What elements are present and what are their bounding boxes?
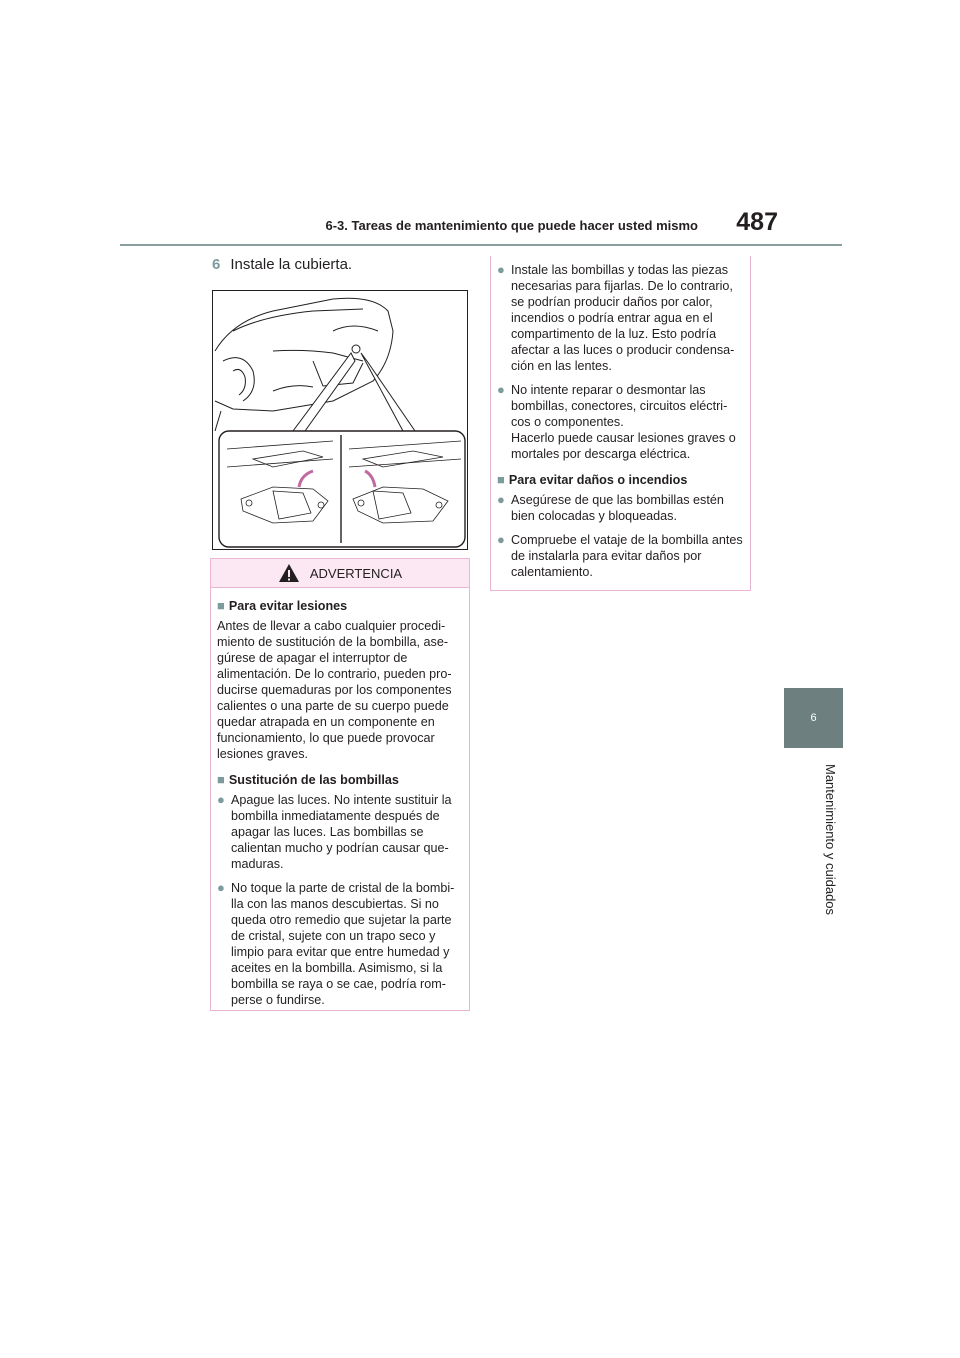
step-instruction — [212, 256, 352, 273]
warning-header — [211, 559, 469, 588]
rear-cover-illustration — [212, 290, 468, 550]
section-paragraph: Antes de llevar a cabo cualquier procedi-miento de sustitución de la bombilla, ase-gúrese de apagar el interruptor de alimentación. De lo contrario, pueden pro-ducirse quemaduras por los componentes calientes o una parte de su cuerpo puede quedar atrapada en un componente en funcionamiento, lo que puede provocar lesiones graves. — [217, 619, 452, 761]
warning-triangle-icon — [278, 563, 300, 583]
square-icon: ■ — [217, 772, 225, 787]
circle-bullet-icon: ● — [217, 792, 225, 807]
car-rear-light-illustration — [213, 291, 467, 549]
list-item: ● No intente reparar o desmontar las bombillas, conectores, circuitos eléctri-cos o componentes. Hacerlo puede causar lesiones graves o mortales por descarga eléctrica. — [497, 382, 736, 461]
list-item: ● Asegúrese de que las bombillas estén bien colocadas y bloqueadas. — [497, 492, 724, 523]
step-text: Instale la cubierta. — [230, 256, 353, 273]
circle-bullet-icon: ● — [217, 880, 225, 895]
circle-bullet-icon: ● — [497, 382, 505, 397]
circle-bullet-icon: ● — [497, 532, 505, 547]
warning-body — [211, 588, 469, 1008]
list-item: ● Instale las bombillas y todas las piezas necesarias para fijarlas. De lo contrario, se podrían producir daños por calor, incendios o podría entrar agua en el compartimento de la luz. Esto podría afectar a las luces o producir condensa-ción en las lentes. — [497, 262, 735, 373]
warning-box-continued — [490, 256, 751, 591]
header-title: 6-3. Tareas de mantenimiento que puede hacer usted mismo — [325, 218, 698, 233]
section-heading: ■ Para evitar daños o incendios — [497, 472, 688, 487]
chapter-label: Mantenimiento y cuidados — [823, 764, 838, 916]
list-item: ● No toque la parte de cristal de la bombi-lla con las manos descubiertas. Si no queda otro remedio que sujetar la parte de cristal, sujete con un trapo seco y limpio para evitar que entre humedad y aceites en la bombilla. Asimismo, si la bombilla se raya o se cae, podría rom-perse o fundirse. — [217, 880, 455, 1007]
circle-bullet-icon: ● — [497, 262, 505, 277]
square-icon: ■ — [217, 598, 225, 613]
step-number: 6 — [212, 256, 221, 273]
list-item: ● Apague las luces. No intente sustituir la bombilla inmediatamente después de apagar las luces. Las bombillas se calientan mucho y podrían causar que-maduras. — [217, 792, 452, 871]
section-heading: ■ Para evitar lesiones — [217, 598, 348, 613]
section-heading: ■ Sustitución de las bombillas — [217, 772, 399, 787]
chapter-tab-number: 6 — [810, 712, 817, 724]
warning-title: ADVERTENCIA — [309, 565, 403, 581]
square-icon: ■ — [497, 472, 505, 487]
circle-bullet-icon: ● — [497, 492, 505, 507]
page-number: 487 — [736, 208, 778, 236]
header-divider — [120, 244, 842, 246]
list-item: ● Compruebe el vataje de la bombilla antes de instalarla para evitar daños por calentamiento. — [497, 532, 743, 579]
chapter-tab[interactable] — [784, 688, 843, 748]
warning-box — [210, 558, 470, 1011]
continued-body — [491, 256, 750, 580]
